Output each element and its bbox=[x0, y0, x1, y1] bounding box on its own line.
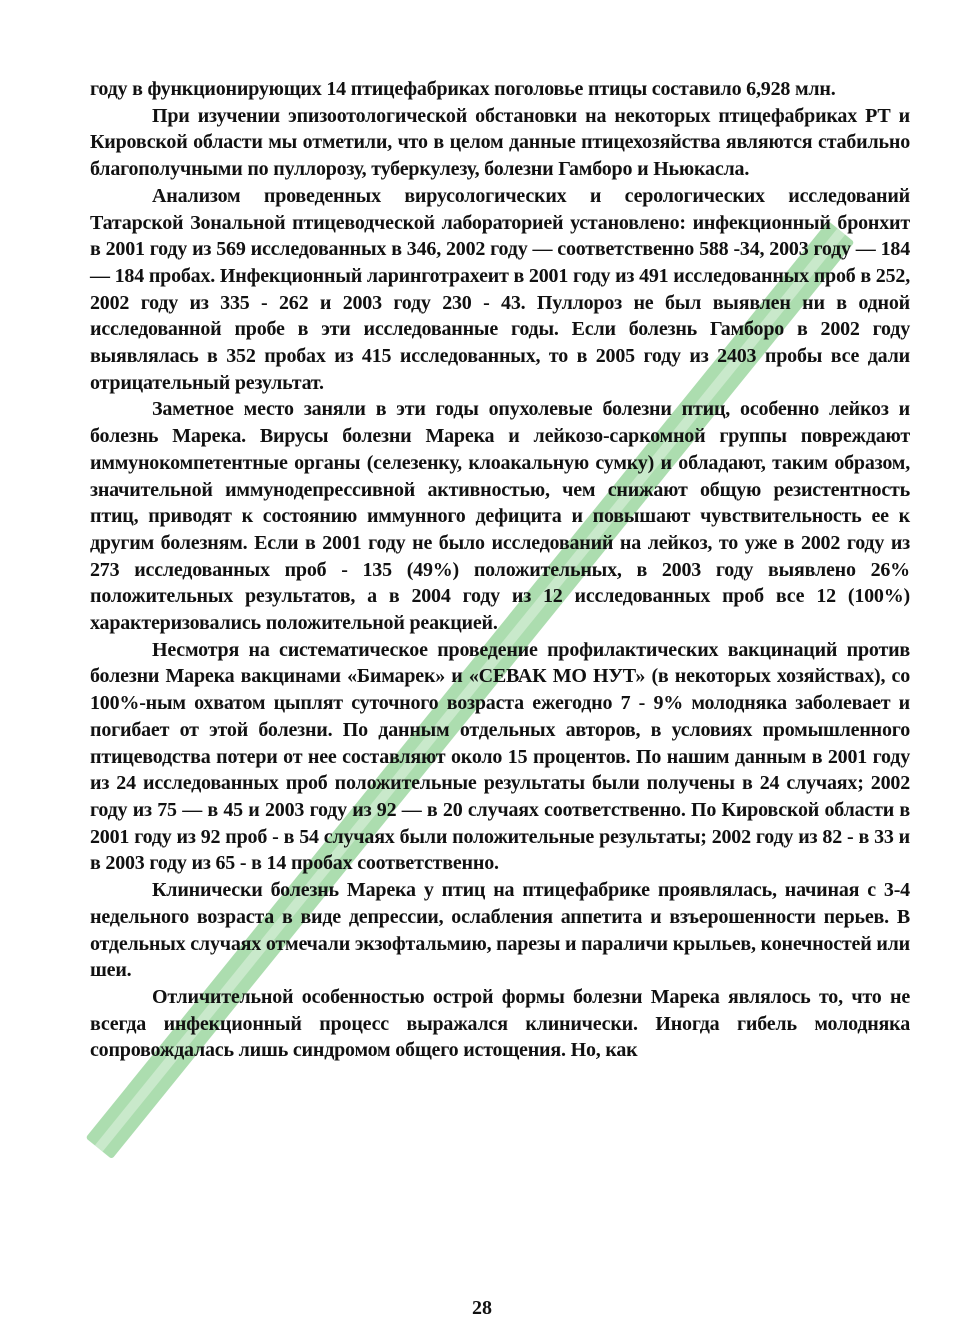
paragraph-3: Анализом проведенных вирусологических и серологических исследований Татарской Зональной птицеводческой лабораторией установлено: инфекционный бронхит в 2001 году из 569 исследованных в 346, 2002 году — соответственно 588 -34, 2003 году — 184 — 184 пробах. Инфекционный ларинготрахеит в 2001 году из 491 исследованных проб в 252, 2002 году из 335 - 262 и 2003 году 230 - 43. Пуллороз не был выявлен ни в одной исследованной пробе в эти исследованные годы. Если болезнь Гамборо в 2002 году выявлялась в 352 пробах из 415 исследованных, то в 2005 году из 2403 пробы все дали отрицательный результат. bbox=[90, 184, 910, 394]
page-number: 28 bbox=[472, 1297, 492, 1319]
paragraph-6: Клинически болезнь Марека у птиц на птицефабрике проявлялась, начиная с 3-4 недельного возраста в виде депрессии, ослабления аппетита и взъерошенности перьев. В отдельных случаях отмечали экзофтальмию, парезы и параличи крыльев, конечностей или шеи. bbox=[90, 879, 910, 982]
paragraph-2: При изучении эпизоотологической обстановки на некоторых птицефабриках РТ и Кировской области мы отметили, что в целом данные птицехозяйства являются стабильно благополучными по пуллорозу, туберкулезу, болезни Гамборо и Ньюкасла. bbox=[90, 104, 910, 181]
paragraph-5: Несмотря на систематическое проведение профилактических вакцинаций против болезни Марека вакцинами «Бимарек» и «СЕВАК МО НУТ» (в некоторых хозяйствах), со 100%-ным охватом цыплят суточного возраста ежегодно 7 - 9% молодняка заболевает и погибает от этой болезни. По данным отдельных авторов, в условиях промышленного птицеводства потери от нее составляют около 15 процентов. По нашим данным в 2001 году из 24 исследованных проб положительные результаты были получены в 24 случаях; 2002 году из 75 — в 45 и 2003 году из 92 — в 20 случаях соответственно. По Кировской области в 2001 году из 92 проб - в 54 случаях были положительные результаты; 2002 году из 82 - в 33 и в 2003 году из 65 - в 14 пробах соответственно. bbox=[90, 638, 910, 875]
paragraph-4: Заметное место заняли в эти годы опухолевые болезни птиц, особенно лейкоз и болезнь Марека. Вирусы болезни Марека и лейкозо-саркомной группы повреждают иммунокомпетентные органы (селезенку, клоакальную сумку) и обладают, таким образом, значительной иммунодепрессивной активностью, чем снижают общую резистентность птиц, приводят к состоянию иммунного дефицита и повышают чувствительность ее к другим болезням. Если в 2001 году не было исследований на лейкоз, то уже в 2002 году из 273 исследованных проб - 135 (49%) положительных, в 2003 году выявлено 26% положительных результатов, а в 2004 году из 12 исследованных проб все 12 (100%) характеризовались положительной реакцией. bbox=[90, 398, 910, 635]
paragraph-1: году в функционирующих 14 птицефабриках поголовье птицы составило 6,928 млн. bbox=[90, 78, 836, 100]
paragraph-7: Отличительной особенностью острой формы болезни Марека являлось то, что не всегда инфекционный процесс выражался клинически. Иногда гибель молодняка сопровождалась лишь синдромом общего истощения. Но, как bbox=[90, 985, 910, 1062]
document-page bbox=[90, 76, 910, 1064]
